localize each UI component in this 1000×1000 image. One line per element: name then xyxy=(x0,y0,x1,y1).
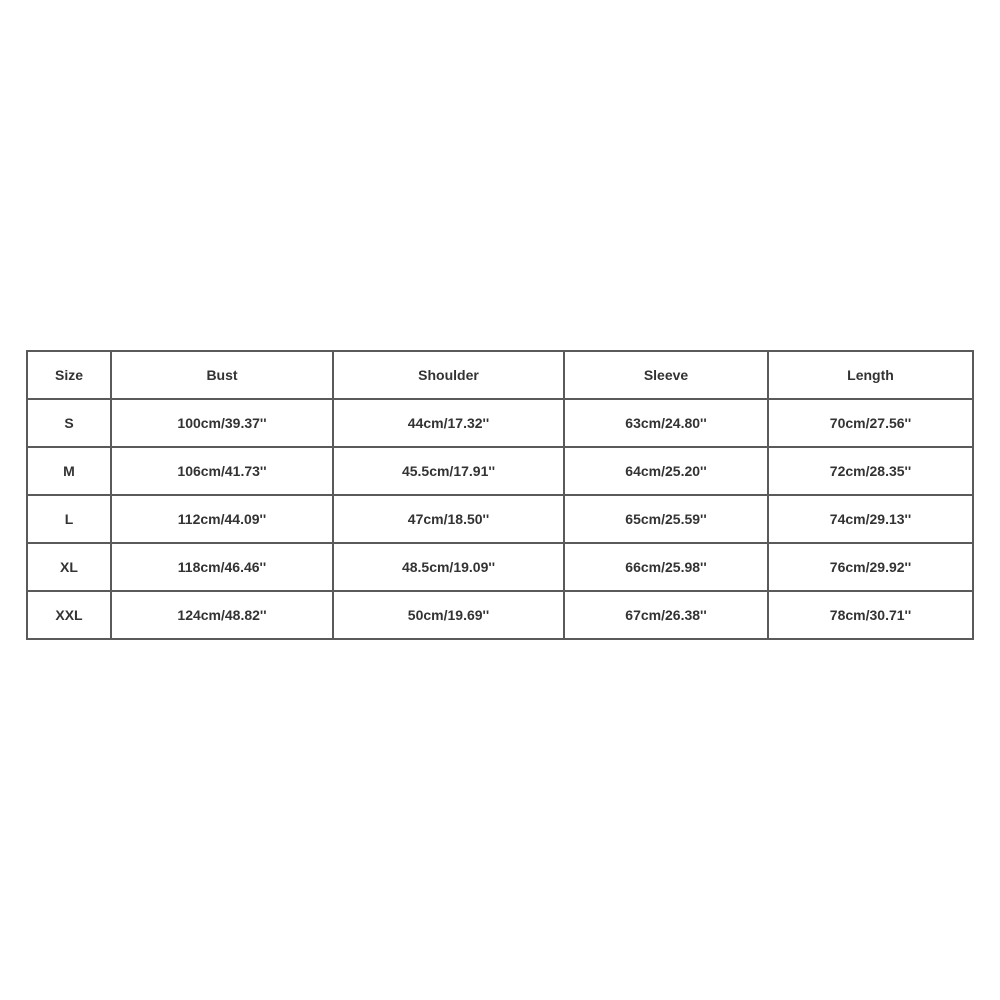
cell-bust: 118cm/46.46'' xyxy=(111,543,333,591)
size-chart-table xyxy=(26,350,974,640)
cell-length: 72cm/28.35'' xyxy=(768,447,973,495)
table-row xyxy=(27,447,973,495)
table-row xyxy=(27,399,973,447)
cell-size: M xyxy=(27,447,111,495)
table-row xyxy=(27,495,973,543)
cell-bust: 106cm/41.73'' xyxy=(111,447,333,495)
cell-size: XXL xyxy=(27,591,111,639)
table-row xyxy=(27,543,973,591)
cell-bust: 100cm/39.37'' xyxy=(111,399,333,447)
cell-bust: 112cm/44.09'' xyxy=(111,495,333,543)
cell-sleeve: 63cm/24.80'' xyxy=(564,399,768,447)
table-row xyxy=(27,591,973,639)
cell-shoulder: 44cm/17.32'' xyxy=(333,399,564,447)
cell-sleeve: 65cm/25.59'' xyxy=(564,495,768,543)
cell-length: 76cm/29.92'' xyxy=(768,543,973,591)
cell-shoulder: 48.5cm/19.09'' xyxy=(333,543,564,591)
cell-shoulder: 47cm/18.50'' xyxy=(333,495,564,543)
cell-sleeve: 64cm/25.20'' xyxy=(564,447,768,495)
table-header-row xyxy=(27,351,973,399)
header-size: Size xyxy=(27,351,111,399)
cell-bust: 124cm/48.82'' xyxy=(111,591,333,639)
cell-length: 78cm/30.71'' xyxy=(768,591,973,639)
cell-size: L xyxy=(27,495,111,543)
cell-shoulder: 50cm/19.69'' xyxy=(333,591,564,639)
header-shoulder: Shoulder xyxy=(333,351,564,399)
cell-size: S xyxy=(27,399,111,447)
cell-shoulder: 45.5cm/17.91'' xyxy=(333,447,564,495)
cell-sleeve: 67cm/26.38'' xyxy=(564,591,768,639)
cell-sleeve: 66cm/25.98'' xyxy=(564,543,768,591)
cell-length: 74cm/29.13'' xyxy=(768,495,973,543)
header-sleeve: Sleeve xyxy=(564,351,768,399)
header-bust: Bust xyxy=(111,351,333,399)
header-length: Length xyxy=(768,351,973,399)
cell-length: 70cm/27.56'' xyxy=(768,399,973,447)
cell-size: XL xyxy=(27,543,111,591)
